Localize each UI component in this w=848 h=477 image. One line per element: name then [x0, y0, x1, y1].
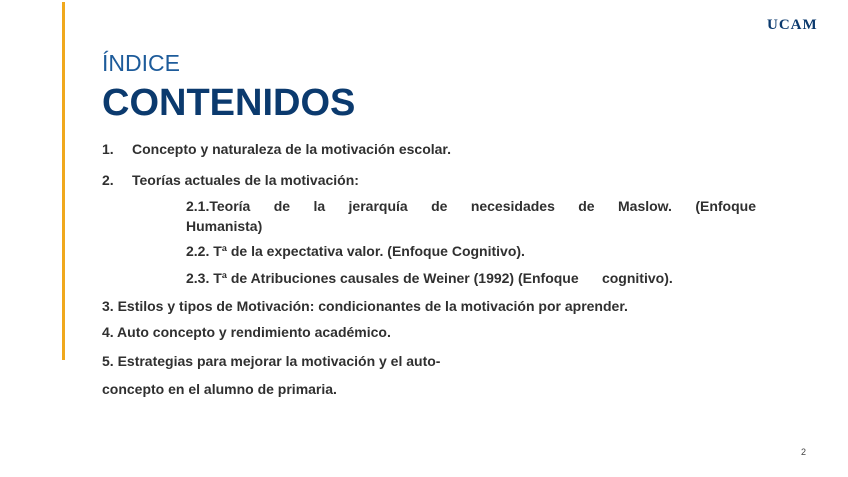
toc-subitem-2-1-cont: Humanista)	[186, 218, 263, 234]
accent-bar	[62, 2, 65, 360]
page-number: 2	[800, 447, 806, 457]
toc-subitem-2-1: 2.1.Teoría de la jerarquía de necesidades de Maslow. (Enfoque	[186, 198, 756, 214]
toc-item-number: 1.	[102, 141, 114, 157]
section-subtitle: ÍNDICE	[102, 50, 180, 76]
toc-subitem-2-2: 2.2. Tª de la expectativa valor. (Enfoque Cognitivo).	[186, 243, 525, 259]
page-title: CONTENIDOS	[102, 82, 356, 124]
toc-item-text: Concepto y naturaleza de la motivación escolar.	[132, 141, 451, 157]
toc-item-5-cont: concepto en el alumno de primaria.	[102, 381, 337, 397]
toc-item-5: 5. Estrategias para mejorar la motivación y el auto-	[102, 353, 441, 369]
toc-item-text: Teorías actuales de la motivación:	[132, 172, 359, 188]
toc-subitem-2-3: 2.3. Tª de Atribuciones causales de Weiner (1992) (Enfoque cognitivo).	[186, 270, 673, 286]
ucam-logo: UCAM	[767, 17, 818, 33]
toc-item-3: 3. Estilos y tipos de Motivación: condicionantes de la motivación por aprender.	[102, 298, 628, 314]
toc-item-4: 4. Auto concepto y rendimiento académico.	[102, 324, 391, 340]
toc-item-number: 2.	[102, 172, 114, 188]
